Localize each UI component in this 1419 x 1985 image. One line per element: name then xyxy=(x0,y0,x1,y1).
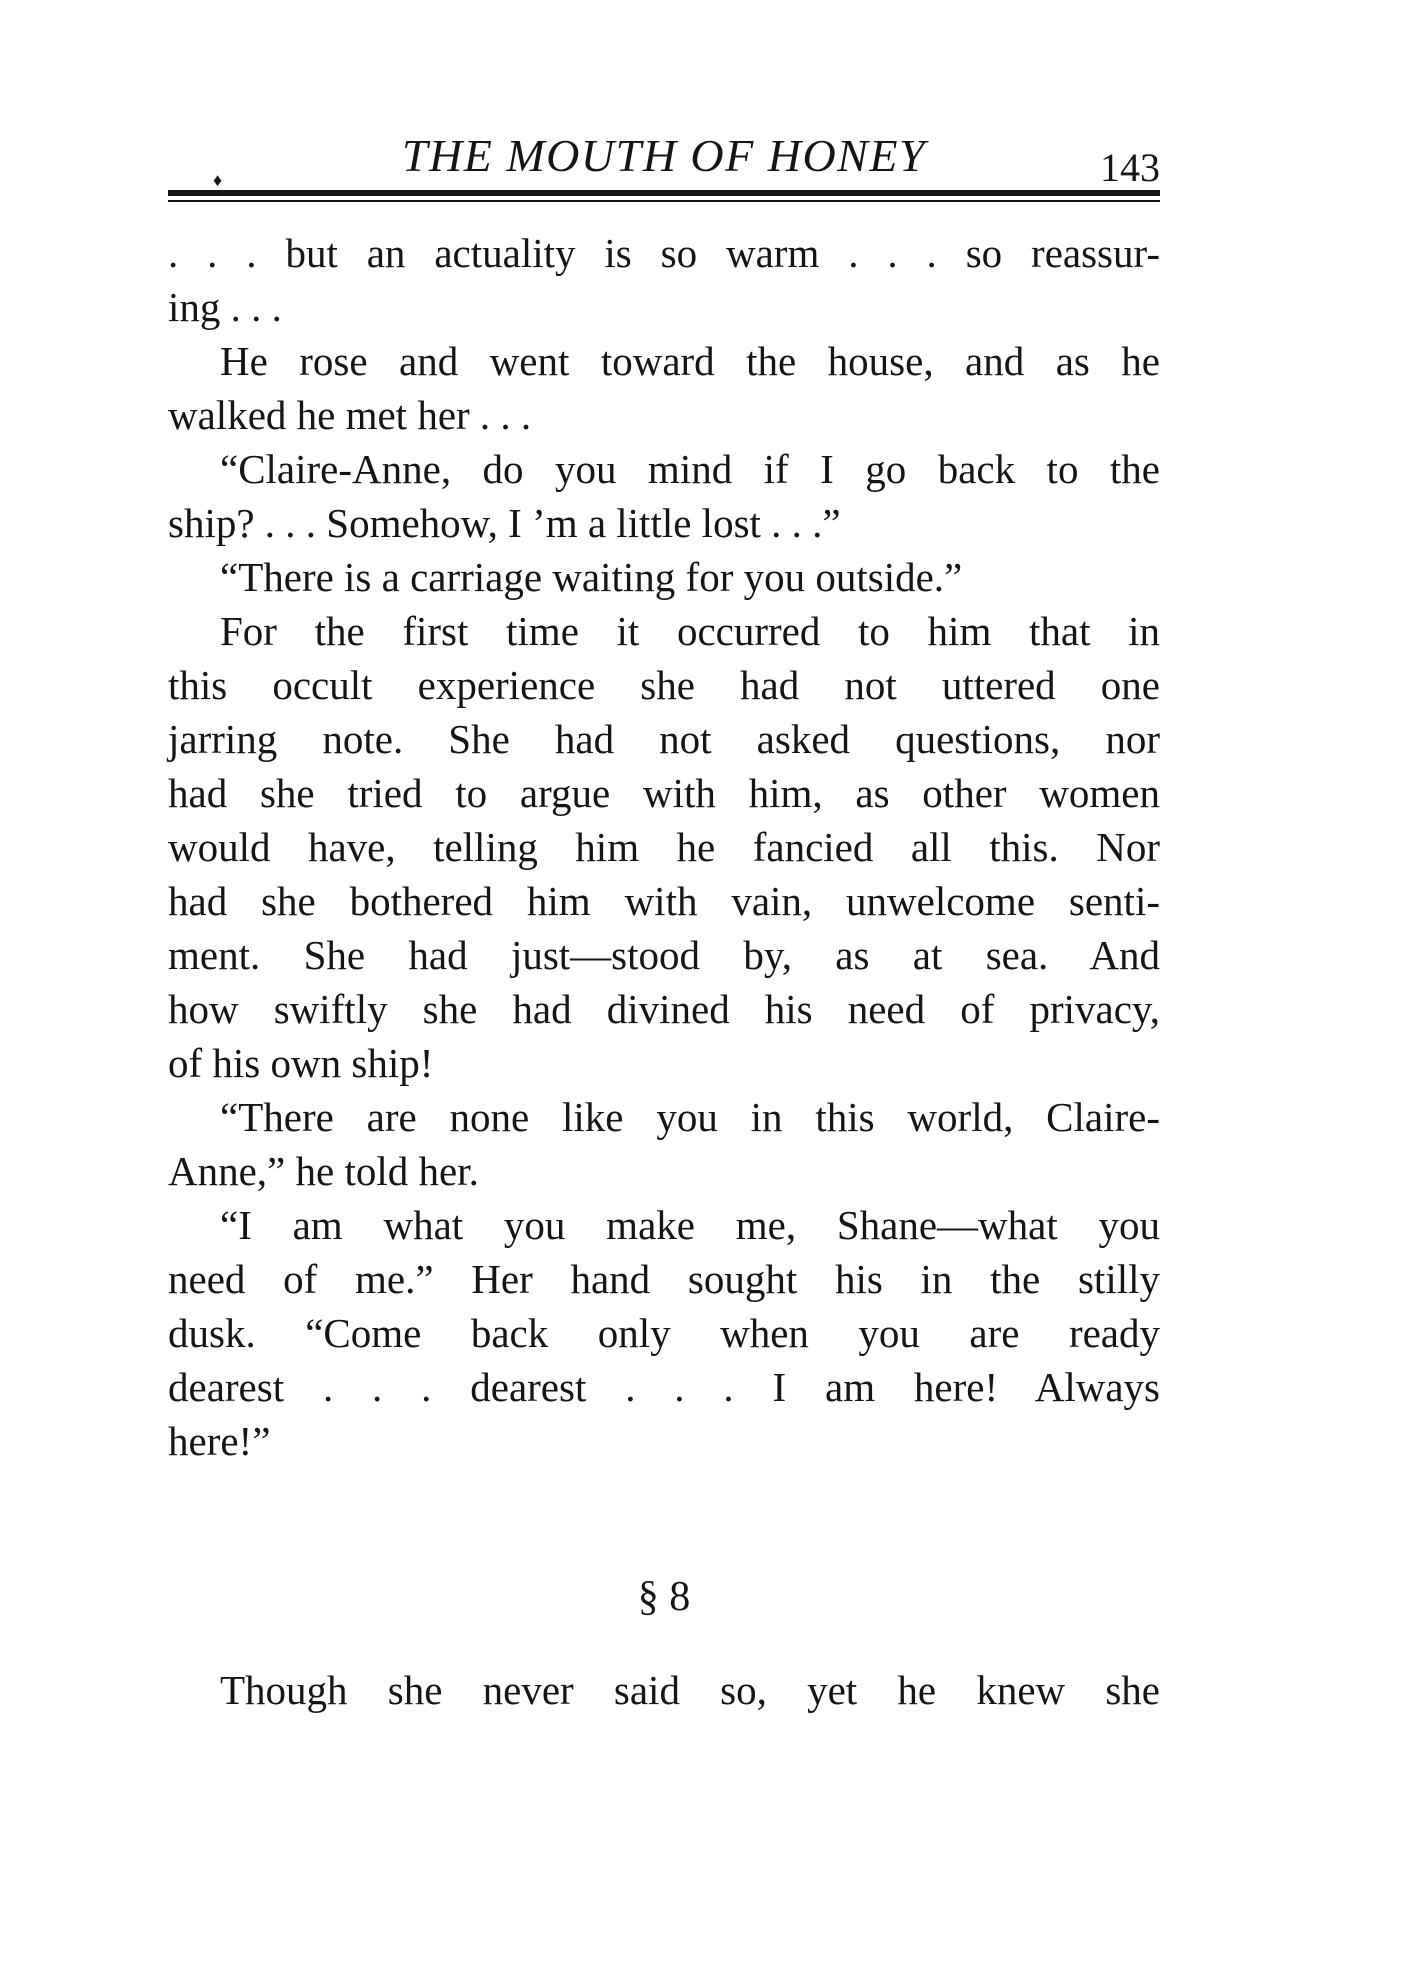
body-text xyxy=(168,226,1160,1468)
section-heading: § 8 xyxy=(637,1574,691,1620)
text-line: For the first time it occurred to him that in xyxy=(220,608,1160,654)
text-line: ing . . . xyxy=(168,284,282,330)
running-title: THE MOUTH OF HONEY xyxy=(401,130,927,181)
text-line: Though she never said so, yet he knew she xyxy=(220,1667,1160,1713)
text-line: ship? . . . Somehow, I ’m a little lost . . .” xyxy=(168,500,841,546)
text-line: “There is a carriage waiting for you outside.” xyxy=(220,554,963,600)
text-line: how swiftly she had divined his need of privacy, xyxy=(168,986,1160,1032)
text-line: dusk. “Come back only when you are ready xyxy=(168,1310,1160,1356)
text-line: walked he met her . . . xyxy=(168,392,532,438)
text-line: dearest . . . dearest . . . I am here! Always xyxy=(168,1364,1160,1410)
text-line: He rose and went toward the house, and as he xyxy=(220,338,1160,384)
text-line: “There are none like you in this world, Claire- xyxy=(220,1094,1160,1140)
text-line: “I am what you make me, Shane—what you xyxy=(220,1202,1160,1248)
text-line: ment. She had just—stood by, as at sea. And xyxy=(168,932,1160,978)
text-line: of his own ship! xyxy=(168,1040,434,1086)
text-line: here!” xyxy=(168,1418,271,1464)
section-first-paragraph xyxy=(168,1663,1160,1717)
header-rule-thick xyxy=(168,190,1160,196)
text-line: “Claire-Anne, do you mind if I go back to the xyxy=(220,446,1160,492)
text-line: had she bothered him with vain, unwelcome senti- xyxy=(168,878,1160,924)
text-line: . . . but an actuality is so warm . . . so reassur- xyxy=(168,230,1160,276)
page-header xyxy=(168,128,1160,188)
text-line: need of me.” Her hand sought his in the stilly xyxy=(168,1256,1160,1302)
page-number: 143 xyxy=(1100,145,1160,190)
ornament-mark: ♦ xyxy=(213,170,223,190)
text-line: had she tried to argue with him, as other women xyxy=(168,770,1160,816)
text-line: jarring note. She had not asked questions, nor xyxy=(168,716,1160,762)
text-line: Anne,” he told her. xyxy=(168,1148,479,1194)
text-line: this occult experience she had not uttered one xyxy=(168,662,1160,708)
text-line: would have, telling him he fancied all this. Nor xyxy=(168,824,1160,870)
header-rule-thin xyxy=(168,200,1160,202)
